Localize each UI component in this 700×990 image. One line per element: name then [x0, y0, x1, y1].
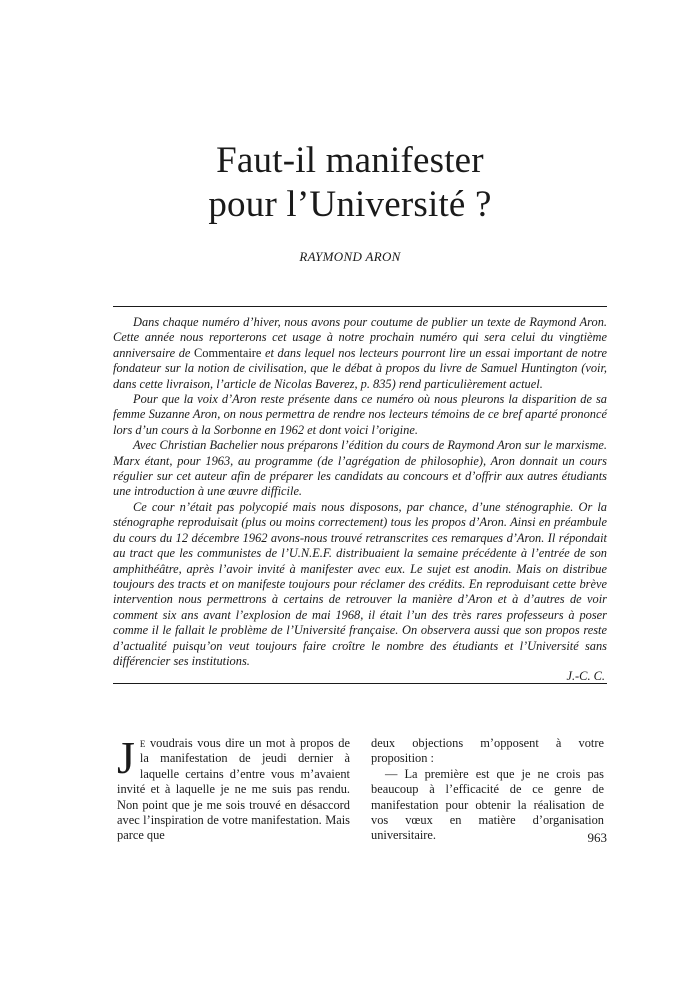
body-column-right — [371, 736, 604, 844]
page-number: 963 — [587, 830, 607, 845]
bottom-divider — [113, 683, 607, 684]
article-title — [0, 139, 700, 227]
intro-paragraph-4: Ce cour n’était pas polycopié mais nous disposons, par chance, d’une sténographie. Or la sténographe reproduisait (plus ou moins correctement) tous les propos d’Aron. Ainsi en préambule du cours du 12 décembre 1962 avons-nous trouvé retranscrites ces remarques d’Aron. Il répondait au tract que les communistes de l’U.N.E.F. distribuaient la semaine précédente à l’entrée de son amphithéâtre, après l’avoir invité à manifester avec eux. Le sujet est anodin. Mais on distribue toujours des tracts et on manifeste toujours pour réclamer des crédits. En reproduisant cette brève intervention nous permettrons à certains de retrouver la manière d’Aron et à d’autres de voir comment six ans avant l’explosion de mai 1968, il était l’un des très rares professeurs à poser comme il le fallait le problème de l’Université française. On observera aussi que son propos reste d’actualité puisqu’on veut toujours faire croître le nombre des étudiants et l’Université sans différencier ses institutions. — [113, 499, 607, 668]
body-left-text: voudrais vous dire un mot à propos de la manifestation de jeudi dernier à laquelle certains d’entre vous m’avaient invité et à laquelle je ne me suis pas rendu. Non point que je me sois trouvé en désaccord avec l’inspiration de votre manifestation. Mais parce que — [117, 736, 350, 843]
journal-name: Commentaire — [193, 345, 262, 360]
top-divider — [113, 306, 607, 307]
intro-signature: J.-C. C. — [566, 669, 605, 684]
body-paragraph-3: — La première est que je ne crois pas beaucoup à l’efficacité de ce genre de manifestation pour obtenir la réalisation de vos vœux en matière d’organisation universitaire. — [371, 766, 604, 843]
body-column-left — [117, 732, 350, 844]
author-name: RAYMOND ARON — [299, 249, 401, 264]
title-line-1: Faut-il manifester — [216, 140, 484, 181]
intro-p1-text-before: Dans chaque numéro d’hiver, nous avons pour coutume de publier un texte de Raymond Aron. Cette année nous reporterons cet usage à notre prochain numéro qui sera celui du vingtième anniversaire de — [113, 315, 607, 360]
lead-smallcaps: e — [139, 736, 146, 750]
body-paragraph-2: deux objections m’opposent à votre proposition : — [371, 736, 604, 766]
editorial-introduction — [113, 315, 607, 685]
body-paragraph-1 — [117, 732, 350, 844]
intro-paragraph-1 — [113, 315, 607, 392]
drop-cap: J — [117, 732, 135, 783]
intro-paragraph-2: Pour que la voix d’Aron reste présente dans ce numéro où nous pleurons la disparition de sa femme Suzanne Aron, on nous permettra de rendre nos lecteurs témoins de ce bref aparté prononcé lors d’un cours à la Sorbonne en 1962 et dont voici l’origine. — [113, 392, 607, 437]
intro-p1-text-after: et dans lequel nos lecteurs pourront lire un essai important de notre fondateur sur la notion de civilisation, que le débat à propos du livre de Samuel Huntington (voir, dans cette livraison, l’article de Nicolas Baverez, p. 835) rend particulièrement actuel. — [113, 345, 607, 391]
title-line-2: pour l’Université ? — [208, 184, 492, 225]
intro-paragraph-3: Avec Christian Bachelier nous préparons l’édition du cours de Raymond Aron sur le marxisme. Marx étant, pour 1963, au programme (de l’agrégation de philosophie), Aron donnait un cours régulier sur cet auteur afin de préparer les candidats au concours et d’offrir aux autres étudiants une introduction à une œuvre difficile. — [113, 438, 607, 499]
